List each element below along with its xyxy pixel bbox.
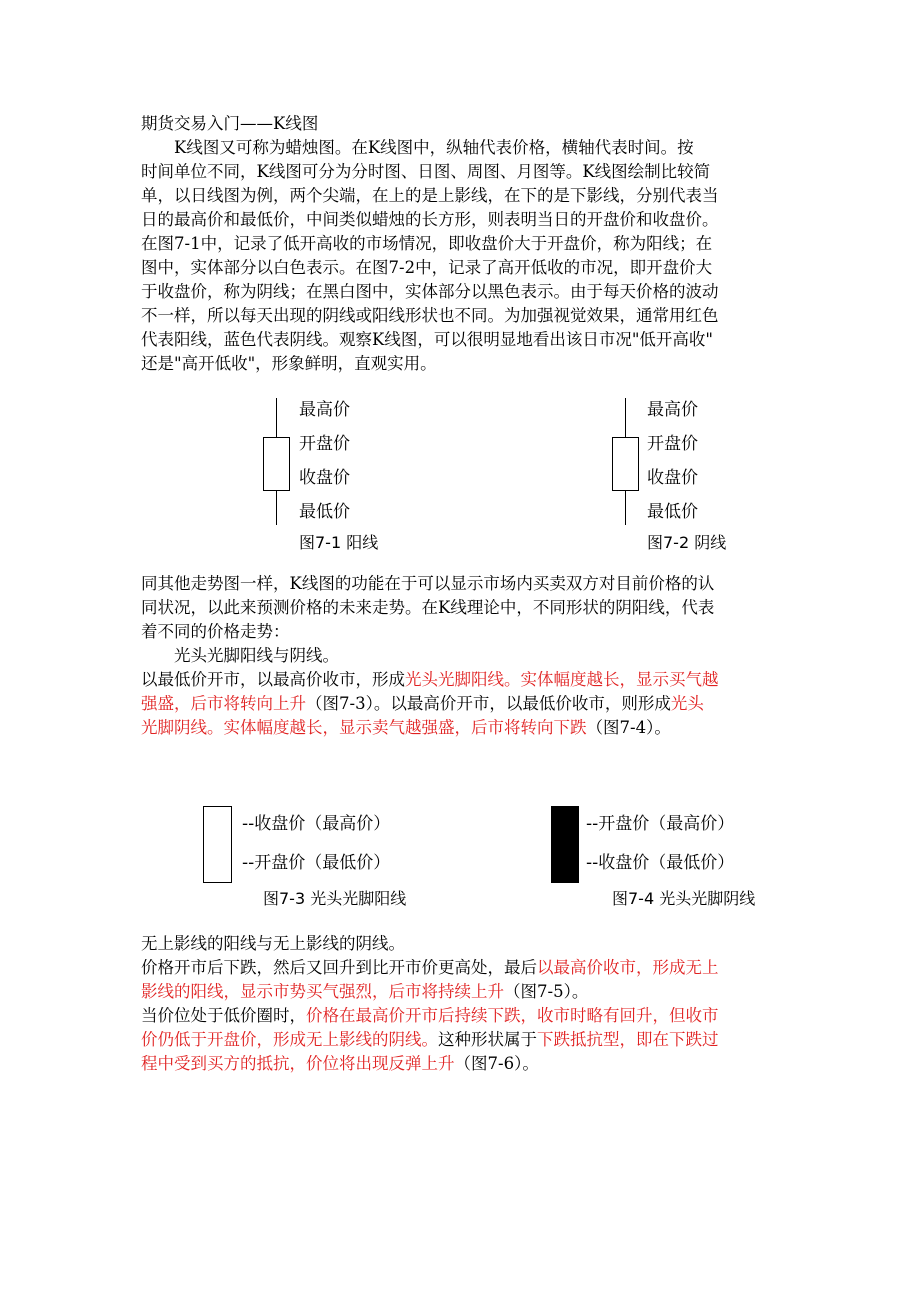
label-high: 最高价 [299, 400, 350, 420]
candle-body-filled [551, 806, 579, 883]
label-open: 开盘价 [299, 434, 350, 454]
intro-line-6: 图中，实体部分以白色表示。在图7-2中，记录了高开低收的市况，即开盘价大 [141, 258, 713, 277]
intro-line-3: 单，以日线图为例，两个尖端，在上的是上影线，在下的是下影线，分别代表当 [141, 186, 719, 205]
text-black: （图7-6）。 [454, 1054, 539, 1073]
text-black: （图7-5）。 [504, 982, 589, 1001]
candle-body-hollow [203, 806, 232, 883]
para4-line-6 [141, 1054, 539, 1074]
para4-line-3 [141, 982, 588, 1002]
intro-line-2: 时间单位不同，K线图可分为分时图、日图、周图、月图等。K线图绘制比较简 [141, 162, 711, 181]
para4-line-1: 无上影线的阳线与无上影线的阴线。 [141, 934, 405, 953]
para4-line-4 [141, 1006, 719, 1026]
text-black: 以最低价开市，以最高价收市，形成 [141, 670, 405, 689]
upper-shadow-line [276, 398, 277, 437]
para4-line-5 [141, 1030, 719, 1050]
text-red: 光头 [670, 694, 704, 713]
lower-shadow-line [276, 491, 277, 525]
text-black: 价格开市后下跌，然后又回升到比开市价更高处，最后 [141, 958, 537, 977]
para3-line-1 [141, 670, 719, 690]
label-close-low: --收盘价（最低价） [586, 853, 735, 873]
para2-line-3: 着不同的价格走势： [141, 622, 290, 641]
intro-line-7: 于收盘价，称为阴线；在黑白图中，实体部分以黑色表示。由于每天价格的波动 [141, 282, 719, 301]
label-close-high: --收盘价（最高价） [242, 814, 391, 834]
figure-caption: 图7-2 阴线 [647, 533, 727, 552]
text-black: （图7-4）。 [586, 718, 671, 737]
text-black: （图7-3）。以最高价开市，以最低价收市，则形成 [306, 694, 671, 713]
label-open-high: --开盘价（最高价） [586, 814, 735, 834]
label-open-low: --开盘价（最低价） [242, 853, 391, 873]
label-high: 最高价 [647, 400, 698, 420]
text-red: 影线的阳线，显示市势买气强烈，后市将持续上升 [141, 982, 504, 1001]
lower-shadow-line [625, 491, 626, 525]
figure-caption: 图7-4 光头光脚阴线 [612, 889, 756, 908]
intro-line-4: 日的最高价和最低价，中间类似蜡烛的长方形，则表明当日的开盘价和收盘价。 [141, 210, 719, 229]
text-red: 下跌抵抗型，即在下跌过 [537, 1030, 719, 1049]
figure-caption: 图7-3 光头光脚阳线 [263, 889, 407, 908]
para3-line-3 [141, 718, 671, 738]
figure-caption: 图7-1 阳线 [299, 533, 379, 552]
candle-body [612, 437, 639, 491]
text-red: 程中受到买方的抵抗，价位将出现反弹上升 [141, 1054, 455, 1073]
text-red: 以最高价收市，形成无上 [537, 958, 719, 977]
text-black: 这种形状属于 [438, 1030, 537, 1049]
text-red: 光脚阴线。实体幅度越长，显示卖气越强盛，后市将转向下跌 [141, 718, 587, 737]
label-close: 收盘价 [299, 468, 350, 488]
para3-line-2 [141, 694, 704, 714]
para2-line-4: 光头光脚阳线与阴线。 [141, 646, 339, 665]
label-close: 收盘价 [647, 468, 698, 488]
text-red: 光头光脚阳线。实体幅度越长，显示买气越 [405, 670, 719, 689]
intro-line-10: 还是"高开低收"，形象鲜明，直观实用。 [141, 354, 437, 373]
intro-line-1: K线图又可称为蜡烛图。在K线图中，纵轴代表价格，横轴代表时间。按 [141, 138, 694, 157]
text-red: 强盛，后市将转向上升 [141, 694, 306, 713]
intro-line-8: 不一样，所以每天出现的阴线或阳线形状也不同。为加强视觉效果，通常用红色 [141, 306, 719, 325]
para2-line-1: 同其他走势图一样，K线图的功能在于可以显示市场内买卖双方对目前价格的认 [141, 574, 715, 593]
intro-line-5: 在图7-1中，记录了低开高收的市场情况，即收盘价大于开盘价，称为阳线；在 [141, 234, 713, 253]
candle-body-hollow [263, 437, 290, 491]
text-red: 价格在最高价开市后持续下跌，收市时略有回升，但收市 [306, 1006, 719, 1025]
para4-line-2 [141, 958, 719, 978]
text-red: 价仍低于开盘价，形成无上影线的阴线。 [141, 1030, 438, 1049]
intro-line-9: 代表阳线，蓝色代表阴线。观察K线图，可以很明显地看出该日市况"低开高收" [141, 330, 714, 349]
upper-shadow-line [625, 398, 626, 437]
label-low: 最低价 [647, 502, 698, 522]
text-black: 当价位处于低价圈时， [141, 1006, 306, 1025]
page-title: 期货交易入门——K线图 [141, 114, 319, 133]
label-open: 开盘价 [647, 434, 698, 454]
label-low: 最低价 [299, 502, 350, 522]
para2-line-2: 同状况，以此来预测价格的未来走势。在K线理论中，不同形状的阴阳线，代表 [141, 598, 715, 617]
